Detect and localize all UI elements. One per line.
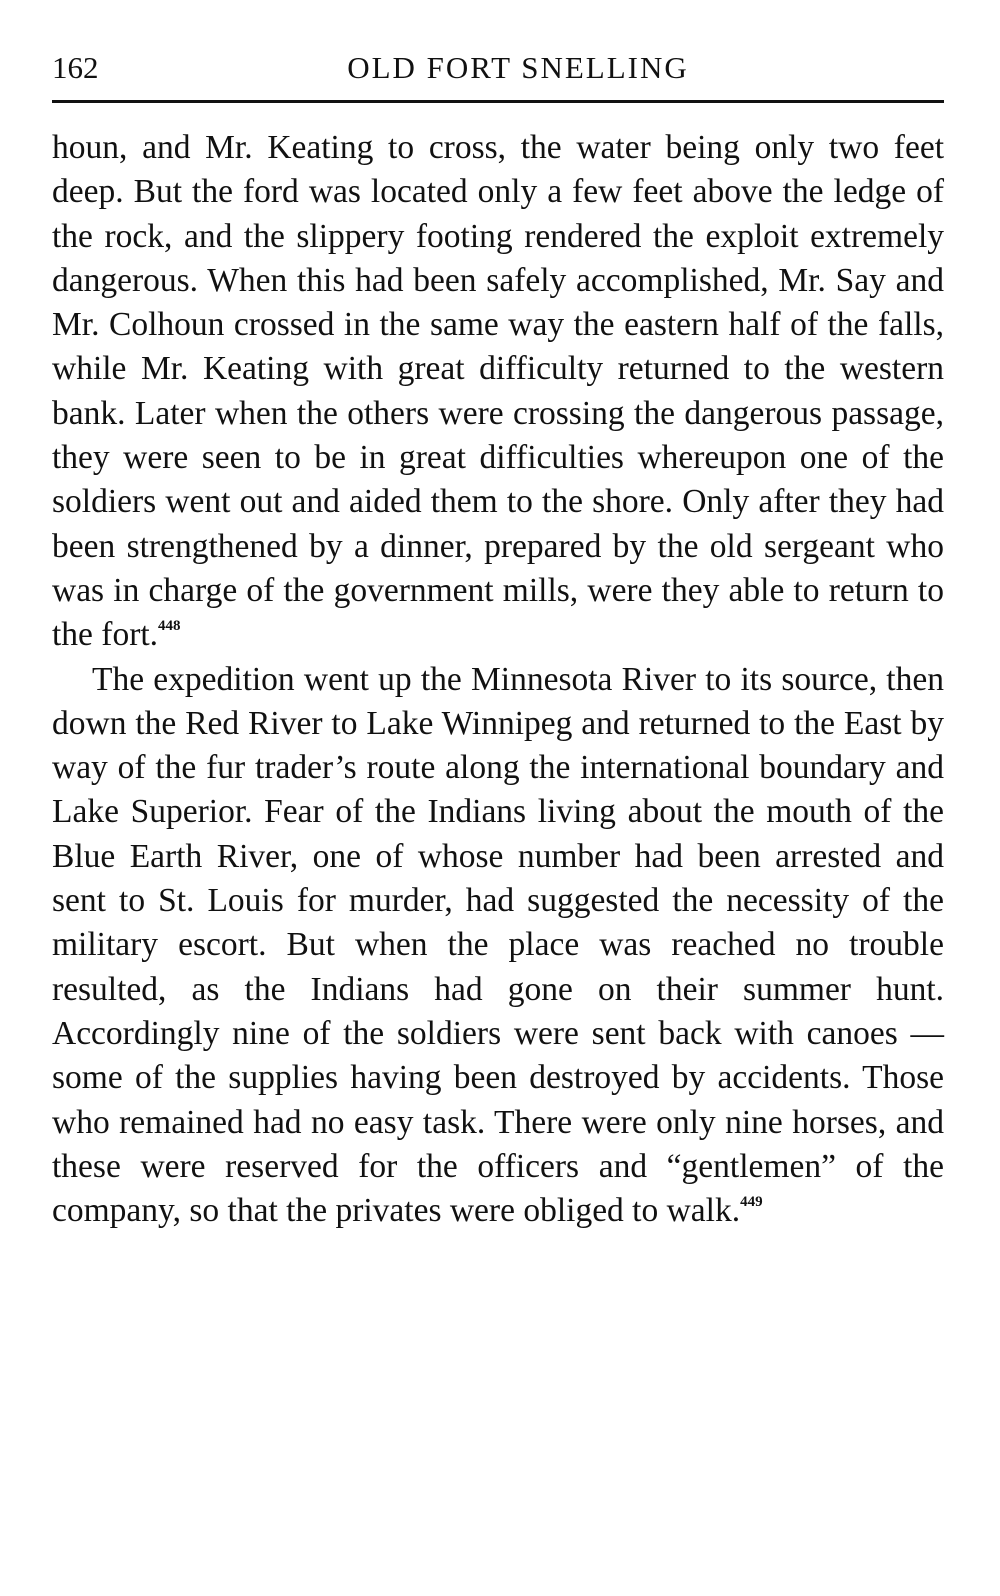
paragraph — [52, 126, 944, 658]
footnote-marker: 449 — [740, 1194, 763, 1211]
footnote-marker: 448 — [158, 618, 181, 635]
header-rule — [52, 100, 944, 103]
body-text — [52, 126, 944, 1233]
page-number: 162 — [52, 50, 99, 85]
paragraph — [52, 658, 944, 1234]
paragraph-text: The expedition went up the Minnesota River to its source, then down the Red River to Lake Winnipeg and returned to the East by way of the fur trader’s route along the international boundary and Lake Superior. Fear of the Indians living about the mouth of the Blue Earth River, one of whose number had been arrested and sent to St. Louis for murder, had suggested the necessity of the military escort. But when the place was reached no trouble resulted, as the Indians had gone on their summer hunt. Accordingly nine of the soldiers were sent back with canoes — some of the supplies having been destroyed by accidents. Those who remained had no easy task. There were only nine horses, and these were reserved for the officers and “gentlemen” of the company, so that the privates were obliged to walk. — [52, 660, 944, 1230]
page-header — [52, 48, 944, 88]
paragraph-text: houn, and Mr. Keating to cross, the water being only two feet deep. But the ford was located only a few feet above the ledge of the rock, and the slippery footing rendered the exploit extremely dangerous. When this had been safely accomplished, Mr. Say and Mr. Colhoun crossed in the same way the eastern half of the falls, while Mr. Keating with great difficulty returned to the western bank. Later when the others were crossing the dangerous passage, they were seen to be in great difficulties whereupon one of the soldiers went out and aided them to the shore. Only after they had been strengthened by a dinner, prepared by the old sergeant who was in charge of the government mills, were they able to return to the fort. — [52, 129, 944, 654]
running-title: OLD FORT SNELLING — [347, 50, 689, 85]
